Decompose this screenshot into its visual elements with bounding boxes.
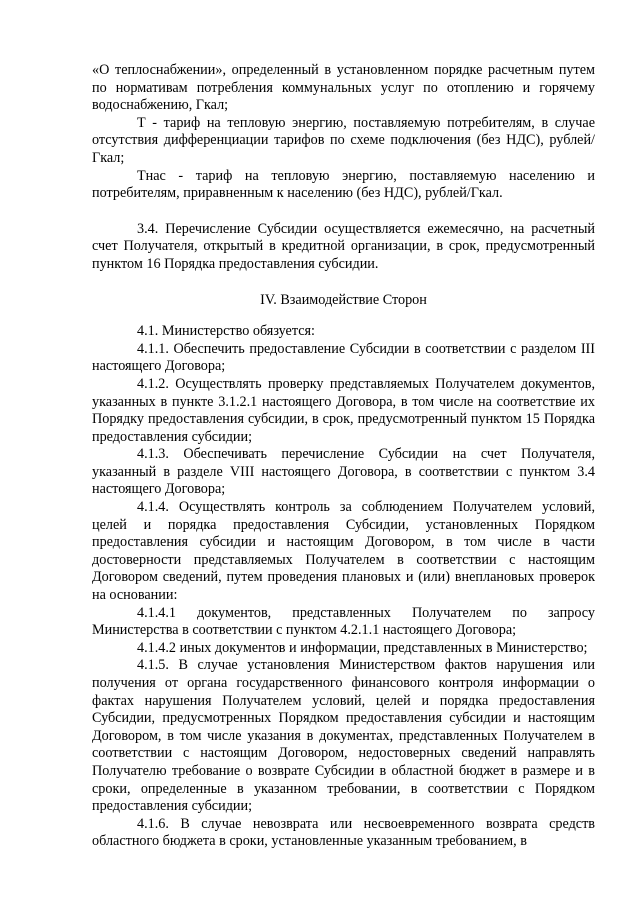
paragraph-4-1-4: 4.1.4. Осуществлять контроль за соблюдением Получателем условий, целей и порядка предоставления Субсидии, установленных Порядком предоставления субсидии и настоящим Договором, в том числе в части достоверности представляемых Получателем в соответствии с настоящим Договором сведений, путем проведения плановых и (или) внеплановых проверок на основании: <box>92 499 595 604</box>
paragraph-4-1-2: 4.1.2. Осуществлять проверку представляемых Получателем документов, указанных в пункте 3.1.2.1 настоящего Договора, в том числе на соответствие их Порядку предоставления субсидии, в срок, предусмотренный пунктом 15 Порядка предоставления субсидии; <box>92 375 595 445</box>
paragraph-tariff-t: Т - тариф на тепловую энергию, поставляемую потребителям, в случае отсутствия дифференциации тарифов по схеме подключения (без НДС), рублей/Гкал; <box>92 114 595 166</box>
section-heading-iv: IV. Взаимодействие Сторон <box>260 291 427 308</box>
paragraph-4-1: 4.1. Министерство обязуется: <box>137 323 315 340</box>
paragraph-tariff-tnas: Тнас - тариф на тепловую энергию, поставляемую населению и потребителям, приравненным к населению (без НДС), рублей/Гкал. <box>92 167 595 202</box>
spacer <box>92 309 595 323</box>
paragraph-3-4: 3.4. Перечисление Субсидии осуществляется ежемесячно, на расчетный счет Получателя, открытый в кредитной организации, в срок, предусмотренный пунктом 16 Порядка предоставления субсидии. <box>92 220 595 272</box>
paragraph-4-1-6: 4.1.6. В случае невозврата или несвоевременного возврата средств областного бюджета в сроки, установленные указанным требованием, в <box>92 815 595 850</box>
document-page <box>92 62 595 851</box>
paragraph-4-1-4-2: 4.1.4.2 иных документов и информации, представленных в Министерство; <box>137 639 588 656</box>
paragraph-4-1-5: 4.1.5. В случае установления Министерством фактов нарушения или получения от органа государственного финансового контроля информации о фактах нарушения Получателем условий, целей и порядка предоставления Субсидии, предусмотренных Порядком предоставления субсидии и настоящим Договором, в том числе указания в документах, представленных Получателем в соответствии с настоящим Договором, недостоверных сведений направлять Получателю требование о возврате Субсидии в областной бюджет в размере и в сроки, определенные в указанном требовании, в соответствии с Порядком предоставления субсидии; <box>92 657 595 815</box>
paragraph-4-1-4-1: 4.1.4.1 документов, представленных Получателем по запросу Министерства в соответствии с пунктом 4.2.1.1 настоящего Договора; <box>92 604 595 639</box>
paragraph-4-1-1: 4.1.1. Обеспечить предоставление Субсидии в соответствии с разделом III настоящего Договора; <box>92 340 595 375</box>
paragraph-4-1-3: 4.1.3. Обеспечивать перечисление Субсидии на счет Получателя, указанный в разделе VIII настоящего Договора, в соответствии с пунктом 3.4 настоящего Договора; <box>92 446 595 498</box>
paragraph-heat-supply-continuation: «О теплоснабжении», определенный в установленном порядке расчетным путем по нормативам потребления коммунальных услуг по отоплению и горячему водоснабжению, Гкал; <box>92 62 595 114</box>
spacer <box>92 203 595 221</box>
spacer <box>92 274 595 292</box>
